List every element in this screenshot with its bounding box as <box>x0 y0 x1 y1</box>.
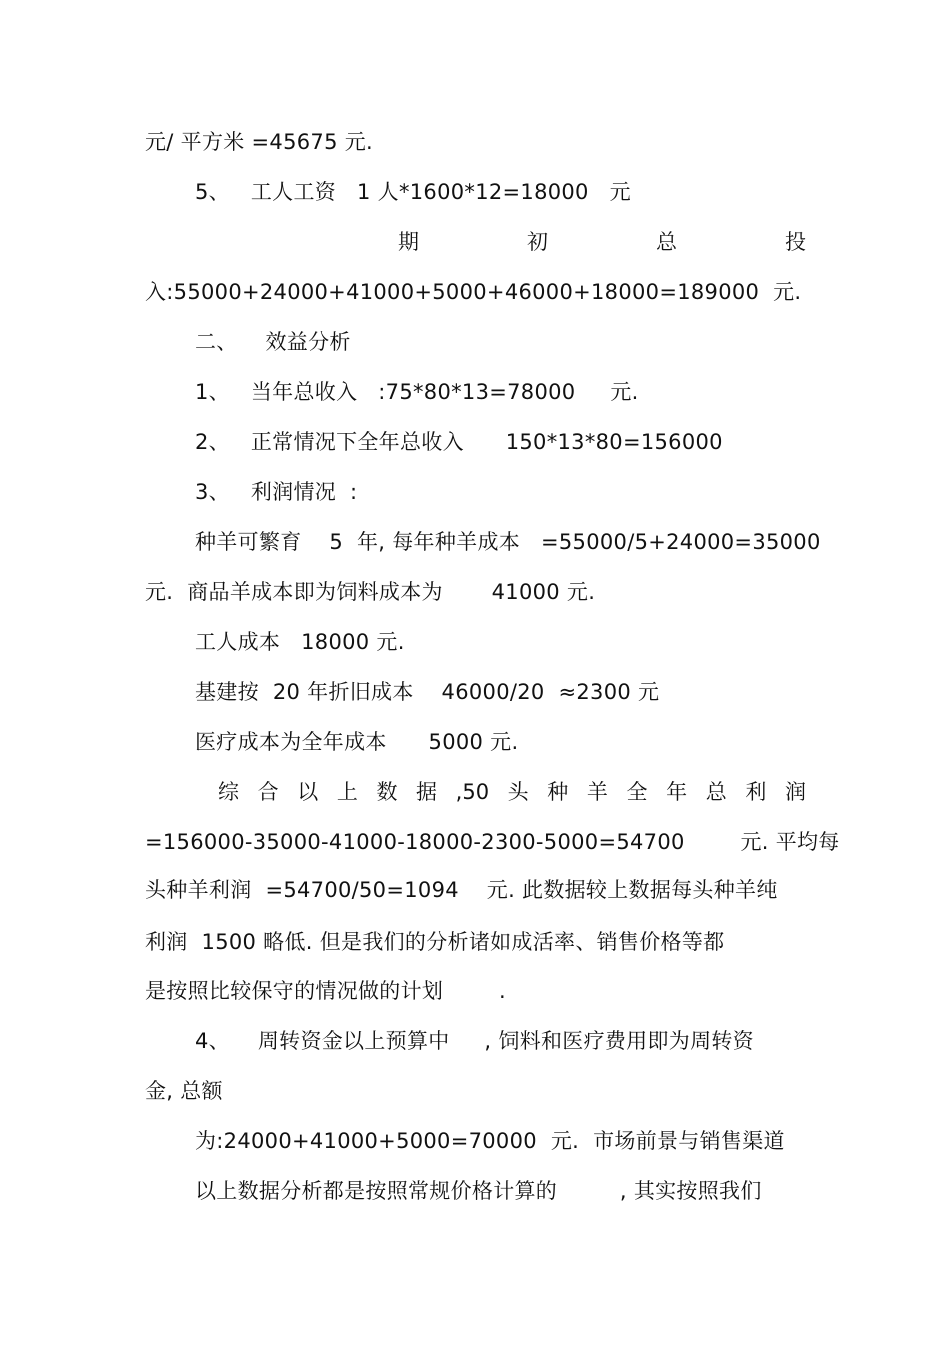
spread-char: 全 <box>626 780 648 804</box>
text-line: 为:24000+41000+5000=70000 元. 市场前景与销售渠道 <box>195 1129 785 1153</box>
spread-char: 期 <box>398 230 419 254</box>
text-line: 头种羊利润 =54700/50=1094 元. 此数据较上数据每头种羊纯 <box>145 878 778 902</box>
spread-char: 种 <box>547 780 569 804</box>
spread-char: 合 <box>257 780 279 804</box>
text-line: 1、 当年总收入 :75*80*13=78000 元. <box>195 380 639 404</box>
text-line: 3、 利润情况 : <box>195 480 358 504</box>
spread-char: 据 <box>416 780 438 804</box>
spread-char: 综 <box>218 780 239 804</box>
spread-char: 初 <box>527 230 548 254</box>
spread-heading-line <box>398 228 806 256</box>
text-line: 元. 商品羊成本即为饲料成本为 41000 元. <box>145 580 596 604</box>
spread-char: 头 <box>507 780 529 804</box>
spread-char: 羊 <box>586 780 608 804</box>
spread-char: 上 <box>336 780 358 804</box>
section-heading: 二、 效益分析 <box>195 330 351 354</box>
spread-char: 总 <box>656 230 677 254</box>
text-line: 2、 正常情况下全年总收入 150*13*80=156000 <box>195 430 723 454</box>
spread-char: 投 <box>785 230 806 254</box>
spread-char: 年 <box>666 780 688 804</box>
spread-char: ,50 <box>455 780 490 804</box>
text-line: 5、 工人工资 1 人*1600*12=18000 元 <box>195 180 631 204</box>
text-line: 基建按 20 年折旧成本 46000/20 ≈2300 元 <box>195 680 660 704</box>
text-line: 4、 周转资金以上预算中 , 饲料和医疗费用即为周转资 <box>195 1029 754 1053</box>
text-line: 金, 总额 <box>145 1079 223 1103</box>
text-line: 以上数据分析都是按照常规价格计算的 , 其实按照我们 <box>195 1179 762 1203</box>
text-line: 利润 1500 略低. 但是我们的分析诸如成活率、销售价格等都 <box>145 930 725 954</box>
text-line: 医疗成本为全年成本 5000 元. <box>195 730 519 754</box>
spread-summary-line <box>218 778 806 806</box>
text-line: 工人成本 18000 元. <box>195 630 405 654</box>
spread-char: 以 <box>297 780 319 804</box>
spread-char: 总 <box>705 780 727 804</box>
spread-char: 润 <box>784 780 806 804</box>
text-line: 入:55000+24000+41000+5000+46000+18000=189000 元. <box>145 280 802 304</box>
text-line: 是按照比较保守的情况做的计划 . <box>145 979 506 1003</box>
text-line: 元/ 平方米 =45675 元. <box>145 130 373 154</box>
text-line: 种羊可繁育 5 年, 每年种羊成本 =55000/5+24000=35000 <box>195 530 821 554</box>
text-line: =156000-35000-41000-18000-2300-5000=54700 元. 平均每 <box>145 830 840 854</box>
spread-char: 数 <box>376 780 398 804</box>
spread-char: 利 <box>745 780 767 804</box>
